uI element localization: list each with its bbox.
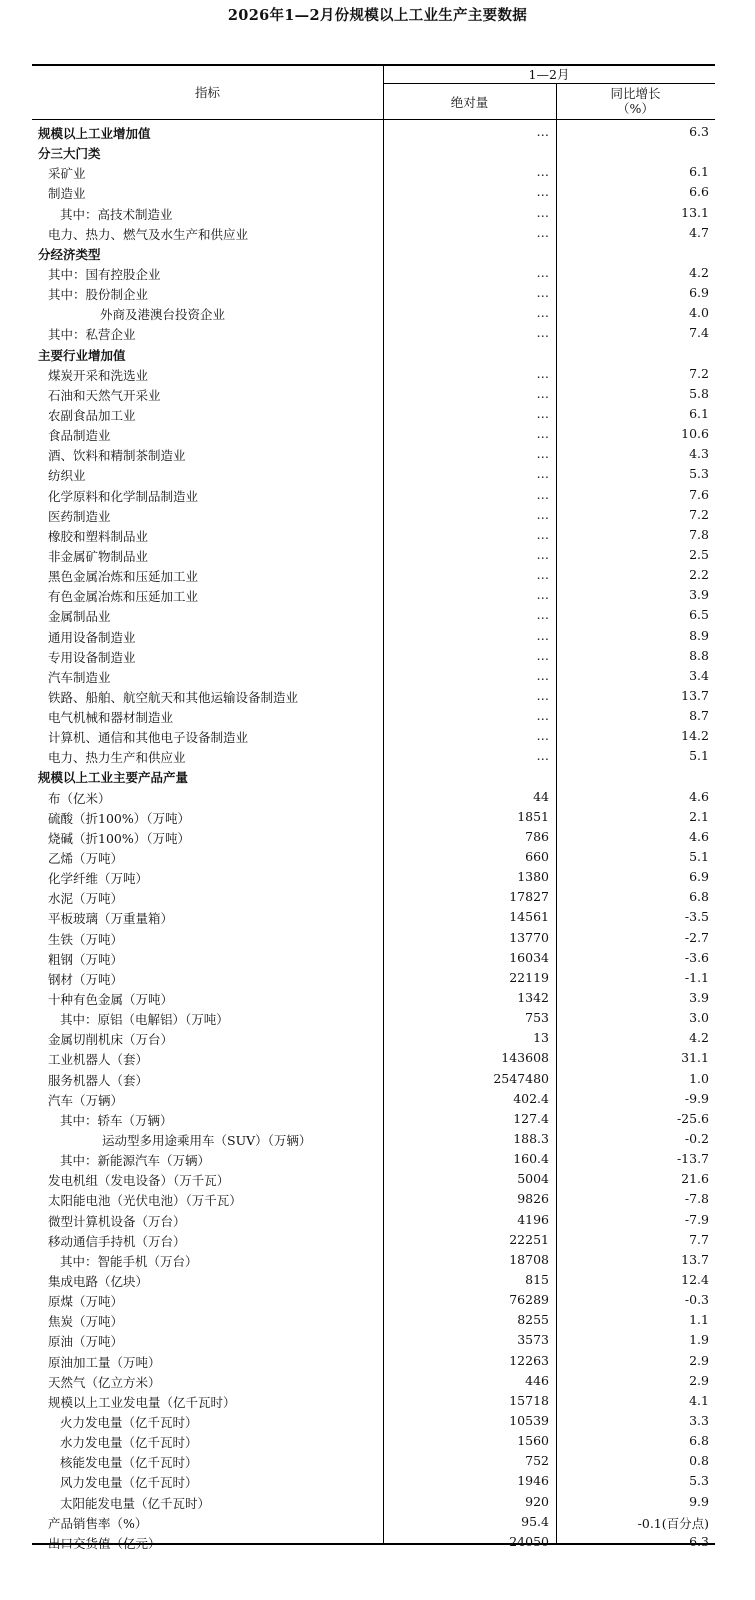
indicator-name: 煤炭开采和洗选业: [48, 367, 149, 383]
yoy-growth-value: 7.7: [689, 1231, 709, 1247]
yoy-growth-value: -7.8: [684, 1191, 709, 1207]
indicator-name: 原油加工量（万吨）: [48, 1354, 161, 1370]
indicator-name: 医药制造业: [48, 508, 111, 524]
yoy-growth-value: 6.9: [689, 869, 709, 885]
table-top-rule: [32, 64, 715, 66]
indicator-name: 计算机、通信和其他电子设备制造业: [48, 730, 249, 746]
yoy-growth-value: 6.3: [689, 1533, 709, 1549]
table-row: [32, 1410, 715, 1430]
table-row: [32, 846, 715, 866]
table-row: [32, 262, 715, 282]
indicator-name: 原油（万吨）: [48, 1334, 124, 1350]
absolute-value: …: [536, 748, 549, 764]
table-row: [32, 584, 715, 604]
absolute-value: 127.4: [513, 1110, 549, 1126]
absolute-value: …: [536, 708, 549, 724]
indicator-name: 其中：轿车（万辆）: [60, 1112, 173, 1128]
indicator-name: 规模以上工业发电量（亿千瓦时）: [48, 1394, 236, 1410]
indicator-name: 橡胶和塑料制品业: [48, 528, 149, 544]
indicator-name: 微型计算机设备（万台）: [48, 1213, 186, 1229]
absolute-value: …: [536, 426, 549, 442]
absolute-value: 44: [533, 788, 549, 804]
yoy-growth-value: 6.3: [689, 124, 709, 139]
absolute-value: 5004: [517, 1171, 549, 1187]
yoy-growth-value: -7.9: [684, 1211, 709, 1227]
table-row: [32, 1148, 715, 1168]
yoy-growth-value: 2.9: [689, 1352, 709, 1368]
table-row: [32, 1209, 715, 1229]
absolute-value: 10539: [509, 1412, 549, 1428]
yoy-growth-value: 8.7: [689, 708, 709, 724]
table-row: [32, 725, 715, 745]
yoy-growth-value: 5.8: [689, 385, 709, 401]
absolute-value: …: [536, 466, 549, 482]
table-row: [32, 967, 715, 987]
indicator-name: 制造业: [48, 186, 86, 202]
table-row: [32, 1128, 715, 1148]
indicator-name: 太阳能电池（光伏电池）（万千瓦）: [48, 1193, 242, 1209]
category-row: [32, 765, 715, 785]
yoy-growth-value: 6.6: [689, 184, 709, 200]
absolute-value: 4196: [517, 1211, 549, 1227]
table-row: [32, 181, 715, 201]
absolute-value: …: [536, 486, 549, 502]
absolute-value: …: [536, 587, 549, 603]
absolute-value: …: [536, 124, 549, 139]
table-row: [32, 1229, 715, 1249]
indicator-name: 焦炭（万吨）: [48, 1314, 124, 1330]
header-yoy: [556, 86, 715, 116]
table-row: [32, 906, 715, 926]
yoy-growth-value: 4.0: [689, 305, 709, 321]
yoy-growth-value: -0.1(百分点): [637, 1515, 709, 1531]
indicator-name: 主要行业增加值: [38, 347, 126, 363]
absolute-value: …: [536, 385, 549, 401]
indicator-name: 分经济类型: [38, 246, 101, 262]
absolute-value: …: [536, 204, 549, 220]
indicator-name: 移动通信手持机（万台）: [48, 1233, 186, 1249]
absolute-value: 143608: [501, 1050, 549, 1066]
indicator-name: 酒、饮料和精制茶制造业: [48, 448, 186, 464]
absolute-value: 920: [525, 1493, 549, 1509]
absolute-value: 13: [533, 1030, 549, 1046]
yoy-growth-value: 4.6: [689, 828, 709, 844]
yoy-growth-value: 31.1: [681, 1050, 709, 1066]
table-row: [32, 786, 715, 806]
yoy-growth-value: 3.9: [689, 990, 709, 1006]
category-row: [32, 141, 715, 161]
absolute-value: 1380: [517, 869, 549, 885]
yoy-growth-value: 21.6: [681, 1171, 709, 1187]
category-row: [32, 242, 715, 262]
indicator-name: 发电机组（发电设备）（万千瓦）: [48, 1173, 230, 1189]
table-row: [32, 1027, 715, 1047]
absolute-value: 22119: [509, 969, 549, 985]
yoy-growth-value: 4.3: [689, 446, 709, 462]
table-row: [32, 685, 715, 705]
yoy-growth-value: 6.8: [689, 1433, 709, 1449]
indicator-name: 服务机器人（套）: [48, 1072, 149, 1088]
absolute-value: …: [536, 546, 549, 562]
indicator-name: 化学原料和化学制品制造业: [48, 488, 199, 504]
yoy-growth-value: -25.6: [676, 1110, 709, 1126]
table-row: [32, 443, 715, 463]
yoy-growth-value: -13.7: [676, 1151, 709, 1167]
yoy-growth-value: 6.1: [689, 164, 709, 180]
absolute-value: …: [536, 285, 549, 301]
period-divider: [383, 83, 715, 84]
yoy-growth-value: 7.2: [689, 365, 709, 381]
table-row: [32, 363, 715, 383]
indicator-name: 规模以上工业主要产品产量: [38, 770, 189, 786]
indicator-name: 其中：高技术制造业: [60, 206, 173, 222]
absolute-value: 17827: [509, 889, 549, 905]
table-row: [32, 826, 715, 846]
indicator-name: 工业机器人（套）: [48, 1052, 149, 1068]
absolute-value: 815: [525, 1271, 549, 1287]
yoy-growth-value: 6.9: [689, 285, 709, 301]
absolute-value: 76289: [509, 1292, 549, 1308]
table-row: [32, 1491, 715, 1511]
table-row: [32, 544, 715, 564]
yoy-growth-value: 5.1: [689, 849, 709, 865]
table-row: [32, 1068, 715, 1088]
yoy-growth-value: 6.5: [689, 607, 709, 623]
absolute-value: 752: [525, 1453, 549, 1469]
yoy-growth-value: 7.8: [689, 526, 709, 542]
indicator-name: 其中：原铝（电解铝）（万吨）: [60, 1012, 229, 1028]
indicator-name: 有色金属冶炼和压延加工业: [48, 589, 199, 605]
absolute-value: …: [536, 305, 549, 321]
absolute-value: 188.3: [513, 1131, 549, 1146]
yoy-growth-value: 3.9: [689, 587, 709, 603]
yoy-growth-value: 3.4: [689, 667, 709, 683]
table-row: [32, 383, 715, 403]
absolute-value: …: [536, 264, 549, 280]
indicator-name: 出口交货值（亿元）: [48, 1535, 161, 1551]
header-indicator: 指标: [194, 85, 220, 100]
table-row: [32, 463, 715, 483]
indicator-name: 天然气（亿立方米）: [48, 1374, 161, 1390]
yoy-growth-value: 2.1: [689, 808, 709, 824]
absolute-value: 1560: [517, 1433, 549, 1449]
absolute-value: …: [536, 164, 549, 180]
absolute-value: …: [536, 224, 549, 240]
yoy-growth-value: 13.7: [681, 687, 709, 703]
absolute-value: 753: [525, 1010, 549, 1026]
indicator-name: 粗钢（万吨）: [48, 951, 124, 967]
absolute-value: …: [536, 184, 549, 200]
yoy-growth-value: 8.9: [689, 627, 709, 643]
indicator-name: 水力发电量（亿千瓦时）: [60, 1435, 198, 1451]
table-row: [32, 1269, 715, 1289]
indicator-name: 其中：股份制企业: [48, 287, 149, 303]
table-row: [32, 282, 715, 302]
absolute-value: 446: [525, 1372, 549, 1388]
indicator-name: 汽车（万辆）: [48, 1092, 124, 1108]
indicator-name: 硫酸（折100%）（万吨）: [48, 810, 190, 826]
indicator-name: 其中：新能源汽车（万辆）: [60, 1153, 211, 1169]
absolute-value: 3573: [517, 1332, 549, 1348]
indicator-name: 平板玻璃（万重量箱）: [48, 911, 174, 927]
yoy-growth-value: 2.9: [689, 1372, 709, 1388]
table-row: [32, 484, 715, 504]
absolute-value: …: [536, 365, 549, 381]
table-row: [32, 1007, 715, 1027]
header-absolute: 绝对量: [450, 95, 489, 110]
absolute-value: …: [536, 446, 549, 462]
absolute-value: 15718: [509, 1392, 549, 1408]
absolute-value: 12263: [509, 1352, 549, 1368]
yoy-growth-value: 14.2: [681, 728, 709, 744]
indicator-name: 火力发电量（亿千瓦时）: [60, 1414, 198, 1430]
absolute-value: 22251: [509, 1231, 549, 1247]
absolute-value: …: [536, 325, 549, 341]
indicator-name: 采矿业: [48, 166, 86, 182]
category-row: [32, 121, 715, 141]
yoy-growth-value: -0.3: [684, 1292, 709, 1308]
table-row: [32, 645, 715, 665]
yoy-growth-value: 2.2: [689, 567, 709, 583]
indicator-name: 金属制品业: [48, 609, 111, 625]
indicator-name: 十种有色金属（万吨）: [48, 992, 174, 1008]
indicator-name: 铁路、船舶、航空航天和其他运输设备制造业: [48, 689, 299, 705]
yoy-growth-value: 10.6: [681, 426, 709, 442]
indicator-name: 汽车制造业: [48, 669, 111, 685]
absolute-value: …: [536, 607, 549, 623]
yoy-growth-value: 4.2: [689, 264, 709, 280]
absolute-value: 8255: [517, 1312, 549, 1328]
indicator-name: 黑色金属冶炼和压延加工业: [48, 569, 199, 585]
absolute-value: 660: [525, 849, 549, 865]
yoy-growth-value: 12.4: [681, 1271, 709, 1287]
yoy-growth-value: 5.3: [689, 466, 709, 482]
table-row: [32, 1430, 715, 1450]
yoy-growth-value: 2.5: [689, 546, 709, 562]
yoy-growth-value: 13.7: [681, 1251, 709, 1267]
table-row: [32, 423, 715, 443]
yoy-growth-value: -9.9: [684, 1090, 709, 1106]
indicator-name: 风力发电量（亿千瓦时）: [60, 1475, 198, 1491]
indicator-name: 太阳能发电量（亿千瓦时）: [60, 1495, 211, 1511]
table-row: [32, 1249, 715, 1269]
table-row: [32, 1470, 715, 1490]
indicator-name: 化学纤维（万吨）: [48, 871, 149, 887]
absolute-value: 1342: [517, 990, 549, 1006]
absolute-value: 24050: [509, 1533, 549, 1549]
absolute-value: 95.4: [521, 1513, 549, 1529]
table-row: [32, 1370, 715, 1390]
absolute-value: 160.4: [513, 1151, 549, 1167]
absolute-value: …: [536, 506, 549, 522]
absolute-value: …: [536, 567, 549, 583]
yoy-growth-value: 4.6: [689, 788, 709, 804]
indicator-name: 专用设备制造业: [48, 649, 136, 665]
absolute-value: …: [536, 405, 549, 421]
absolute-value: 1946: [517, 1473, 549, 1489]
absolute-value: …: [536, 627, 549, 643]
indicator-name: 水泥（万吨）: [48, 891, 124, 907]
table-row: [32, 1531, 715, 1551]
indicator-name: 其中：国有控股企业: [48, 266, 161, 282]
yoy-growth-value: -3.6: [684, 949, 709, 965]
yoy-growth-value: 1.0: [689, 1070, 709, 1086]
yoy-growth-value: 3.3: [689, 1412, 709, 1428]
indicator-name: 布（亿米）: [48, 790, 111, 806]
indicator-name: 电力、热力、燃气及水生产和供应业: [48, 226, 249, 242]
header-bottom-rule: [32, 119, 715, 120]
page-title: 2026年1—2月份规模以上工业生产主要数据: [227, 7, 528, 24]
table-row: [32, 625, 715, 645]
indicator-name: 纺织业: [48, 468, 86, 484]
absolute-value: …: [536, 667, 549, 683]
table-row: [32, 403, 715, 423]
indicator-name: 金属切削机床（万台）: [48, 1032, 174, 1048]
table-row: [32, 745, 715, 765]
yoy-growth-value: 1.9: [689, 1332, 709, 1348]
absolute-value: 16034: [509, 949, 549, 965]
yoy-growth-value: 1.1: [689, 1312, 709, 1328]
table-row: [32, 604, 715, 624]
table-row: [32, 1108, 715, 1128]
table-row: [32, 1309, 715, 1329]
table-row: [32, 665, 715, 685]
yoy-growth-value: 5.3: [689, 1473, 709, 1489]
absolute-value: 1851: [517, 808, 549, 824]
yoy-growth-value: -0.2: [684, 1131, 709, 1146]
indicator-name: 外商及港澳台投资企业: [100, 307, 226, 323]
table-row: [32, 947, 715, 967]
yoy-growth-value: 7.4: [689, 325, 709, 341]
table-row: [32, 302, 715, 322]
table-row: [32, 1289, 715, 1309]
table-row: [32, 322, 715, 342]
yoy-growth-value: 3.0: [689, 1010, 709, 1026]
header-yoy-unit: （%）: [617, 101, 654, 116]
table-row: [32, 504, 715, 524]
table-row: [32, 1188, 715, 1208]
table-row: [32, 161, 715, 181]
indicator-name: 集成电路（亿块）: [48, 1273, 149, 1289]
indicator-name: 运动型多用途乘用车（SUV）（万辆）: [102, 1133, 312, 1148]
indicator-name: 农副食品加工业: [48, 407, 136, 423]
yoy-growth-value: 8.8: [689, 647, 709, 663]
yoy-growth-value: 4.1: [689, 1392, 709, 1408]
absolute-value: 9826: [517, 1191, 549, 1207]
table-row: [32, 524, 715, 544]
yoy-growth-value: 9.9: [689, 1493, 709, 1509]
indicator-name: 通用设备制造业: [48, 629, 136, 645]
absolute-value: …: [536, 526, 549, 542]
absolute-value: 2547480: [493, 1070, 549, 1086]
indicator-name: 石油和天然气开采业: [48, 387, 161, 403]
table-row: [32, 886, 715, 906]
yoy-growth-value: 0.8: [689, 1453, 709, 1469]
indicator-name: 原煤（万吨）: [48, 1294, 124, 1310]
indicator-name: 产品销售率（%）: [48, 1515, 148, 1531]
indicator-name: 其中：智能手机（万台）: [60, 1253, 198, 1269]
table-row: [32, 1168, 715, 1188]
yoy-growth-value: 6.8: [689, 889, 709, 905]
yoy-growth-value: 7.2: [689, 506, 709, 522]
yoy-growth-value: 13.1: [681, 204, 709, 220]
absolute-value: 14561: [509, 909, 549, 925]
indicator-name: 核能发电量（亿千瓦时）: [60, 1455, 198, 1471]
absolute-value: …: [536, 728, 549, 744]
table-row: [32, 1088, 715, 1108]
table-row: [32, 1390, 715, 1410]
table-row: [32, 927, 715, 947]
indicator-name: 分三大门类: [38, 146, 101, 162]
absolute-value: 13770: [509, 929, 549, 945]
indicator-name: 规模以上工业增加值: [38, 126, 151, 141]
yoy-growth-value: 4.2: [689, 1030, 709, 1046]
indicator-name: 非金属矿物制品业: [48, 548, 149, 564]
table-row: [32, 564, 715, 584]
indicator-name: 食品制造业: [48, 428, 111, 444]
yoy-growth-value: 7.6: [689, 486, 709, 502]
header-yoy-label: 同比增长: [610, 86, 661, 101]
header-period: 1—2月: [528, 67, 570, 82]
absolute-value: …: [536, 647, 549, 663]
yoy-growth-value: -2.7: [684, 929, 709, 945]
absolute-value: 18708: [509, 1251, 549, 1267]
indicator-name: 生铁（万吨）: [48, 931, 124, 947]
table-row: [32, 705, 715, 725]
absolute-value: 786: [525, 828, 549, 844]
yoy-growth-value: 6.1: [689, 405, 709, 421]
indicator-name: 钢材（万吨）: [48, 971, 124, 987]
indicator-name: 电气机械和器材制造业: [48, 710, 174, 726]
indicator-name: 烧碱（折100%）（万吨）: [48, 830, 190, 846]
yoy-growth-value: -1.1: [684, 969, 709, 985]
indicator-name: 电力、热力生产和供应业: [48, 750, 186, 766]
indicator-name: 其中：私营企业: [48, 327, 136, 343]
table-row: [32, 202, 715, 222]
table-row: [32, 866, 715, 886]
absolute-value: …: [536, 687, 549, 703]
category-row: [32, 343, 715, 363]
table-row: [32, 1450, 715, 1470]
table-row: [32, 987, 715, 1007]
yoy-growth-value: 5.1: [689, 748, 709, 764]
table-row: [32, 1329, 715, 1349]
table-row: [32, 1047, 715, 1067]
absolute-value: 402.4: [513, 1090, 549, 1106]
yoy-growth-value: -3.5: [684, 909, 709, 925]
table-row: [32, 806, 715, 826]
indicator-name: 乙烯（万吨）: [48, 851, 124, 867]
table-row: [32, 1350, 715, 1370]
table-row: [32, 222, 715, 242]
table-row: [32, 1511, 715, 1531]
yoy-growth-value: 4.7: [689, 224, 709, 240]
